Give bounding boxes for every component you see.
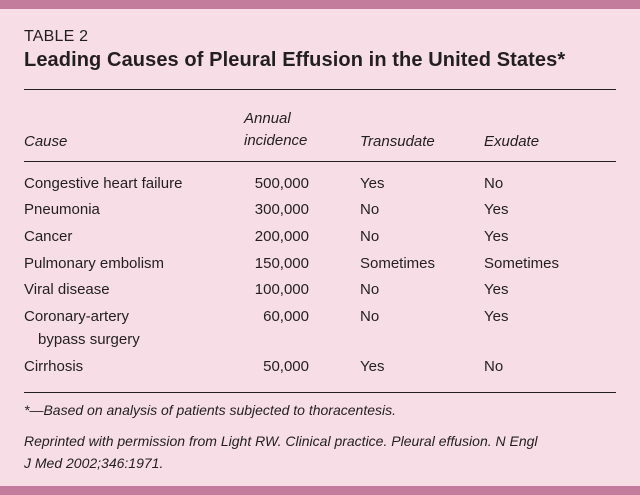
cell-transudate: Yes	[360, 175, 385, 192]
cell-cause: Pneumonia	[24, 201, 100, 218]
reprint-line2: J Med 2002;346:1971.	[24, 455, 164, 471]
top-accent-bar	[0, 0, 640, 9]
cell-exudate: Yes	[484, 308, 509, 325]
cell-cause	[24, 305, 140, 351]
header-rule	[24, 161, 616, 162]
header-exudate: Exudate	[484, 133, 540, 150]
cell-exudate: No	[484, 358, 504, 375]
cell-incidence: 50,000	[263, 358, 309, 375]
cell-cause: Viral disease	[24, 281, 110, 298]
cell-incidence: 150,000	[254, 255, 309, 272]
cell-transudate: No	[360, 308, 380, 325]
cell-transudate: No	[360, 228, 380, 245]
cell-exudate: Yes	[484, 201, 509, 218]
cell-cause-line1: Coronary-artery	[24, 308, 130, 325]
cell-transudate: Sometimes	[360, 255, 436, 272]
cell-incidence: 200,000	[254, 228, 309, 245]
table-footnote: *—Based on analysis of patients subjected to thoracentesis.	[24, 402, 396, 418]
table-title: Leading Causes of Pleural Effusion in the United States*	[24, 49, 566, 71]
header-annual-line2: incidence	[244, 132, 308, 149]
cell-transudate: Yes	[360, 358, 385, 375]
cell-exudate: Yes	[484, 228, 509, 245]
table-label: TABLE 2	[24, 28, 89, 45]
cell-exudate: Sometimes	[484, 255, 560, 272]
cell-transudate: No	[360, 281, 380, 298]
cell-cause: Pulmonary embolism	[24, 255, 165, 272]
cell-cause-line2: bypass surgery	[38, 331, 140, 348]
header-cause: Cause	[24, 133, 68, 150]
reprint-line1: Reprinted with permission from Light RW. Clinical practice. Pleural effusion. N Engl	[24, 433, 538, 449]
reprint-credit	[24, 430, 624, 474]
cell-incidence: 100,000	[254, 281, 309, 298]
cell-exudate: No	[484, 175, 504, 192]
header-transudate: Transudate	[360, 133, 435, 150]
header-annual-incidence	[244, 108, 307, 152]
header-annual-line1: Annual	[244, 110, 291, 127]
bottom-accent-bar	[0, 486, 640, 495]
cell-exudate: Yes	[484, 281, 509, 298]
cell-transudate: No	[360, 201, 380, 218]
footer-rule	[24, 392, 616, 393]
title-rule	[24, 89, 616, 90]
cell-incidence: 300,000	[254, 201, 309, 218]
cell-cause: Cirrhosis	[24, 358, 84, 375]
cell-cause: Cancer	[24, 228, 73, 245]
cell-incidence: 60,000	[263, 308, 309, 325]
cell-incidence: 500,000	[254, 175, 309, 192]
cell-cause: Congestive heart failure	[24, 175, 183, 192]
